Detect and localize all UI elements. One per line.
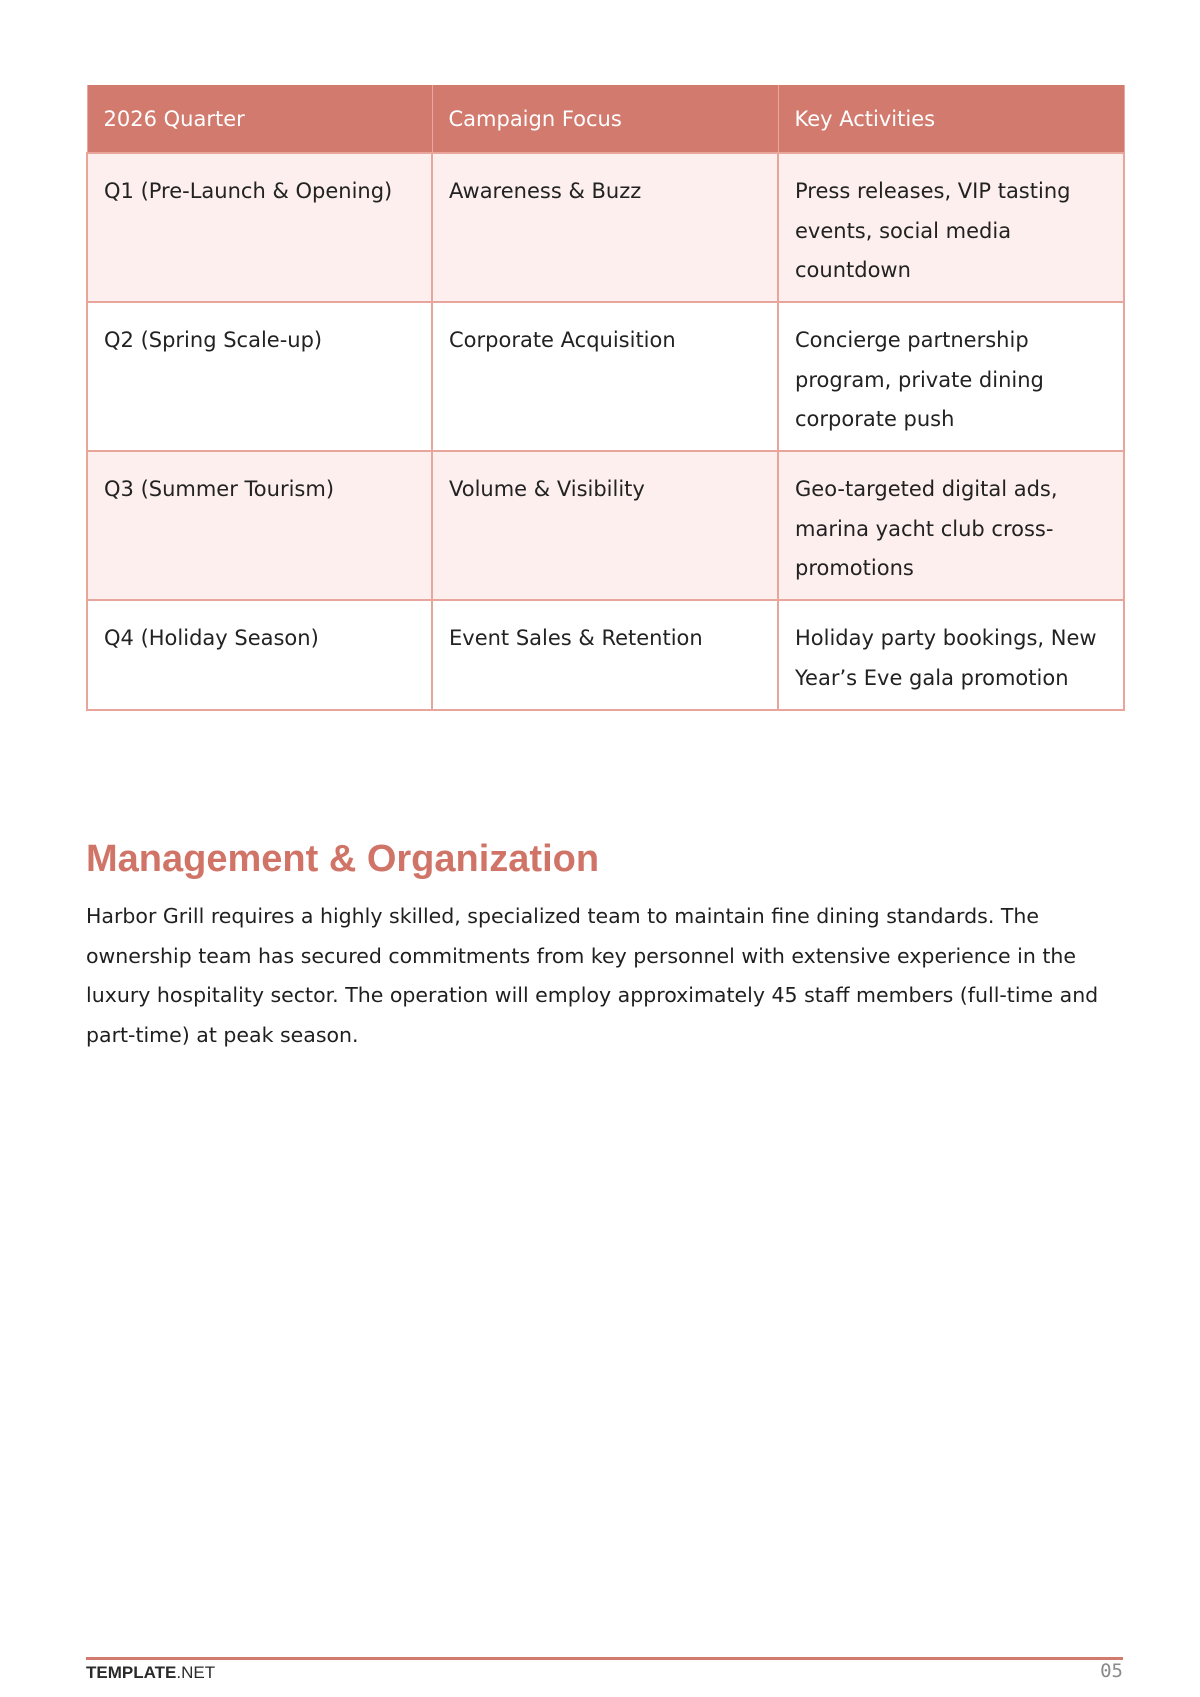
page-number: 05 [1100,1660,1123,1682]
cell-activities: Press releases, VIP tasting events, social media countdown [778,153,1124,302]
cell-quarter: Q1 (Pre-Launch & Opening) [87,153,432,302]
footer-logo-suffix: .NET [176,1663,216,1682]
cell-focus: Awareness & Buzz [432,153,778,302]
cell-activities: Geo-targeted digital ads, marina yacht club cross-promotions [778,451,1124,600]
table-row [87,153,1124,302]
footer-divider [86,1657,1123,1660]
campaign-table [86,85,1125,711]
cell-quarter: Q2 (Spring Scale-up) [87,302,432,451]
cell-activities: Holiday party bookings, New Year’s Eve gala promotion [778,600,1124,710]
table-row [87,451,1124,600]
section-heading: Management & Organization [86,838,600,880]
cell-focus: Volume & Visibility [432,451,778,600]
cell-focus: Corporate Acquisition [432,302,778,451]
section-paragraph: Harbor Grill requires a highly skilled, specialized team to maintain fine dining standards. The ownership team has secured commitments from key personnel with extensive experience in the luxury hospitality sector. The operation will employ approximately 45 staff members (full-time and part-time) at peak season. [86,904,1099,1047]
header-quarter: 2026 Quarter [87,85,432,153]
table-row [87,302,1124,451]
cell-focus: Event Sales & Retention [432,600,778,710]
footer-logo-bold: TEMPLATE [86,1663,177,1682]
table-header-row [87,85,1124,153]
header-key-activities: Key Activities [778,85,1124,153]
footer-logo [86,1663,215,1683]
table-row [87,600,1124,710]
header-campaign-focus: Campaign Focus [432,85,778,153]
cell-quarter: Q4 (Holiday Season) [87,600,432,710]
cell-quarter: Q3 (Summer Tourism) [87,451,432,600]
cell-activities: Concierge partnership program, private dining corporate push [778,302,1124,451]
